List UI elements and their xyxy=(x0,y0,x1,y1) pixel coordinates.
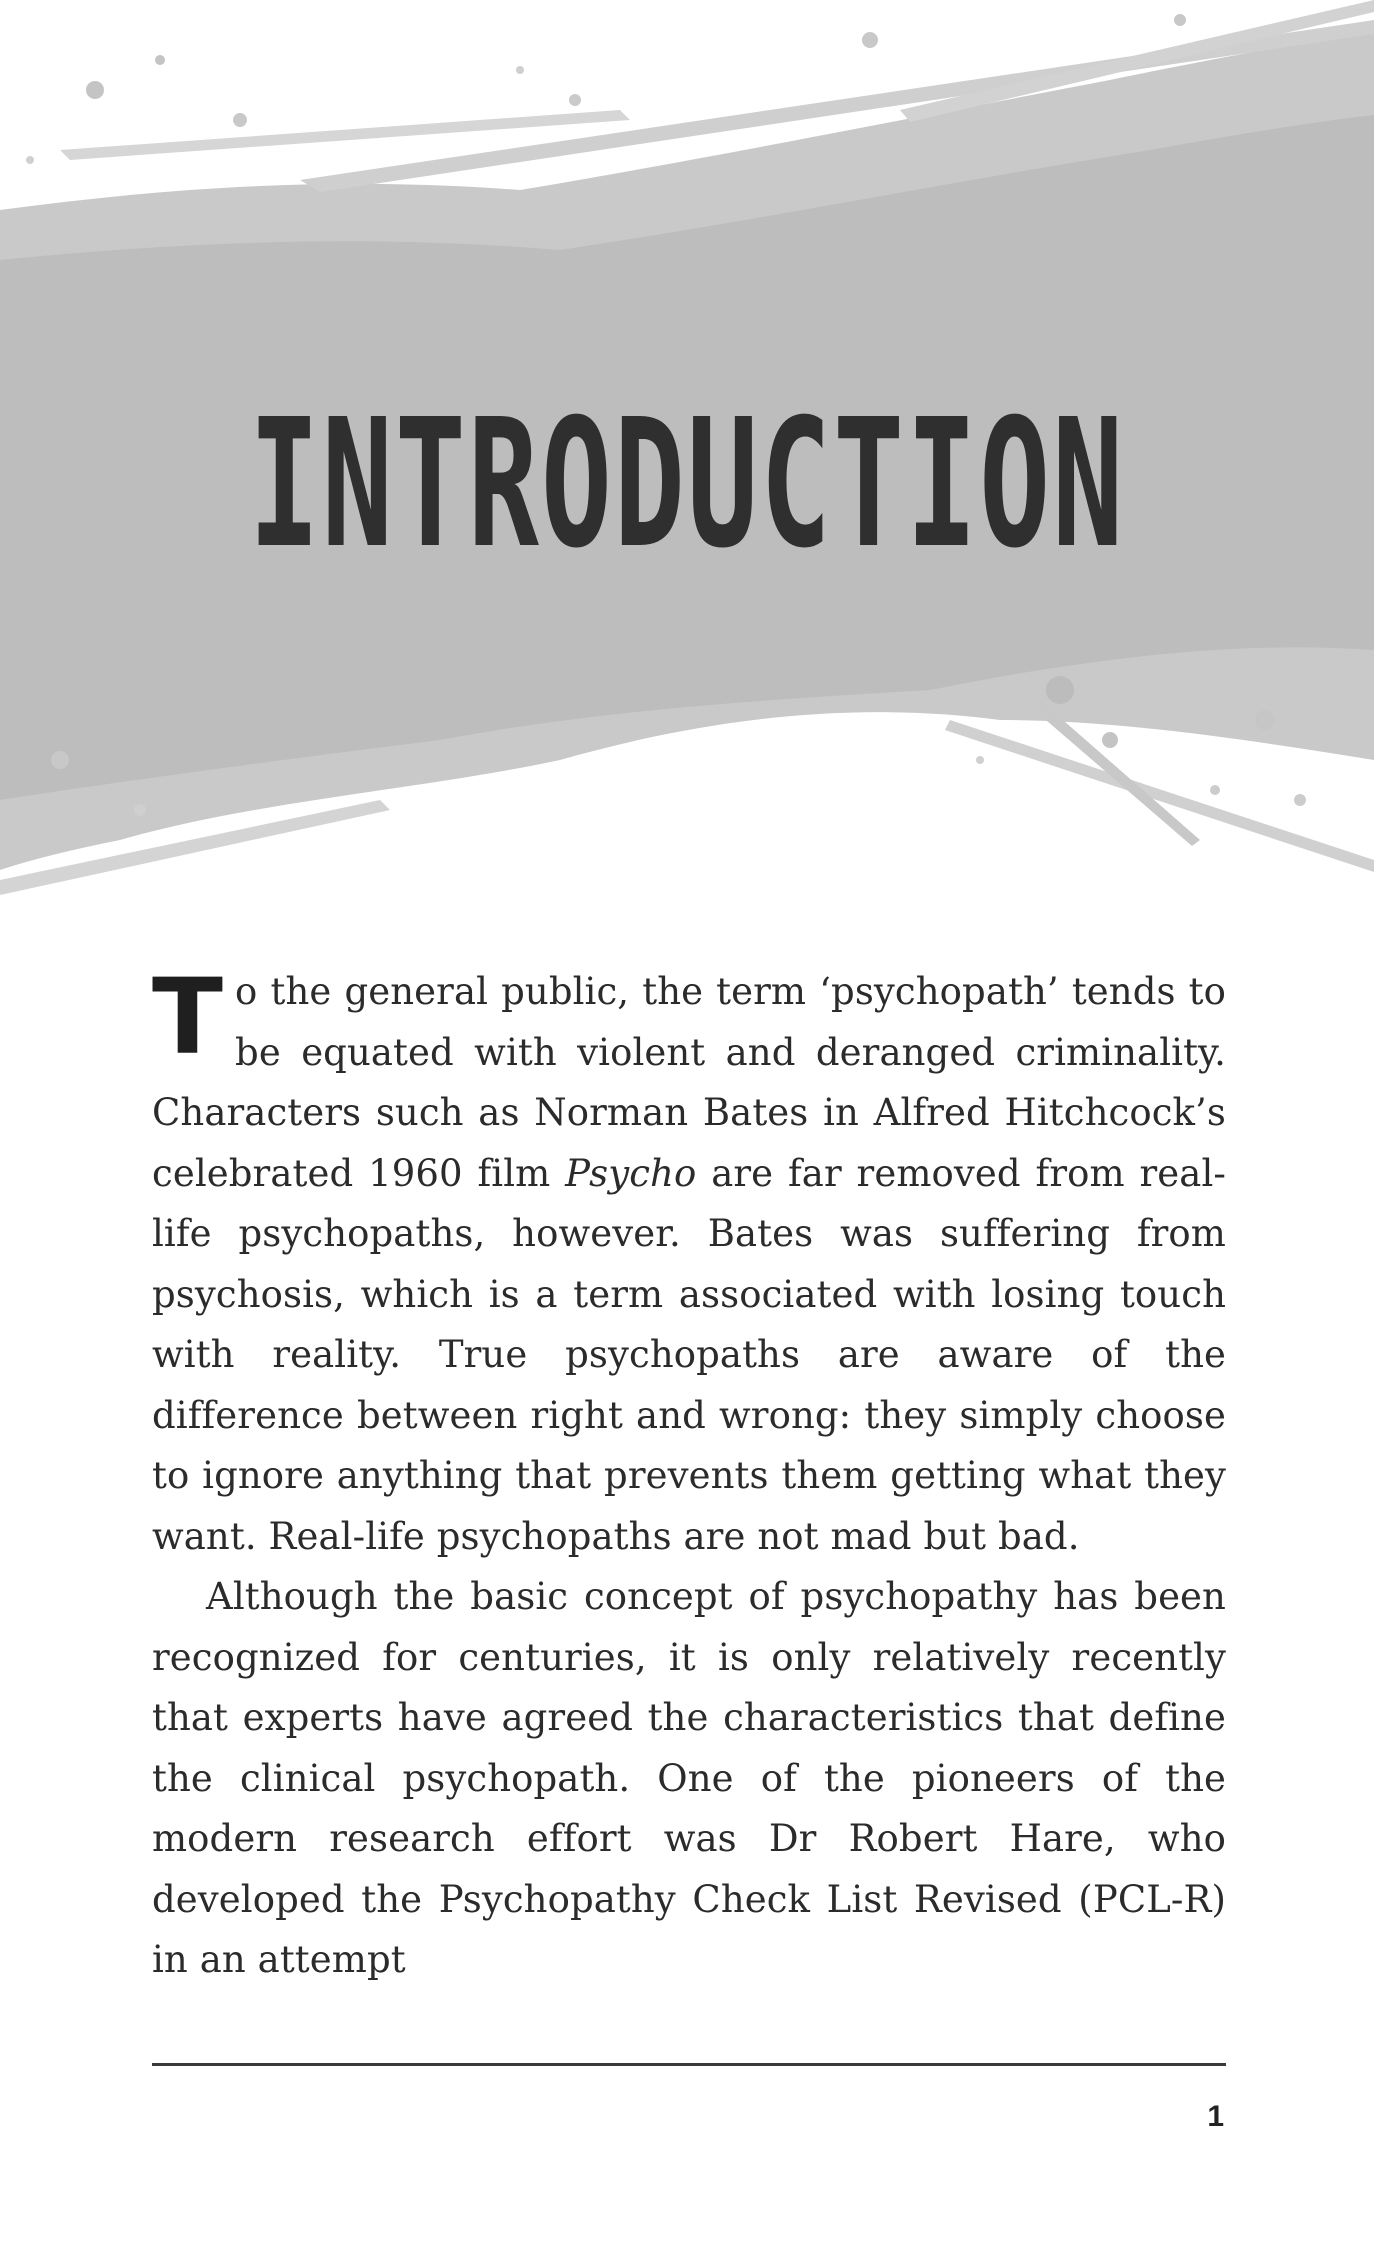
body-text xyxy=(152,956,1226,1991)
paragraph-2: Although the basic concept of psychopathy has been recognized for centuries, it is only relatively recently that experts have agreed the characteristics that define the clinical psychopath. One of the pioneers of the modern research effort was Dr Robert Hare, who developed the Psychopathy Check List Revised (PCL-R) in an attempt xyxy=(152,1575,1226,1981)
footer-rule xyxy=(152,2063,1226,2066)
paragraph-1-end: are far removed from real-life psychopaths, however. Bates was suffering from psychosis, which is a term associated with losing touch with reality. True psychopaths are aware of the difference between right and wrong: they simply choose to ignore anything that prevents them getting what they want. Real-life psychopaths are not mad but bad. xyxy=(152,1151,1226,1558)
drop-cap: T xyxy=(152,956,224,1078)
paragraph-1-text: o the general public, the term ‘psychopath’ tends to be equated with violent and deranged criminality. Characters such as Norman Bates in Alfred Hitchcock’s celebrated 1960 film xyxy=(152,970,1226,1195)
film-title: Psycho xyxy=(565,1151,697,1195)
page-number: 1 xyxy=(1207,2100,1224,2133)
chapter-title: INTRODUCTION xyxy=(248,380,1126,587)
paragraph-1 xyxy=(152,956,1226,1567)
